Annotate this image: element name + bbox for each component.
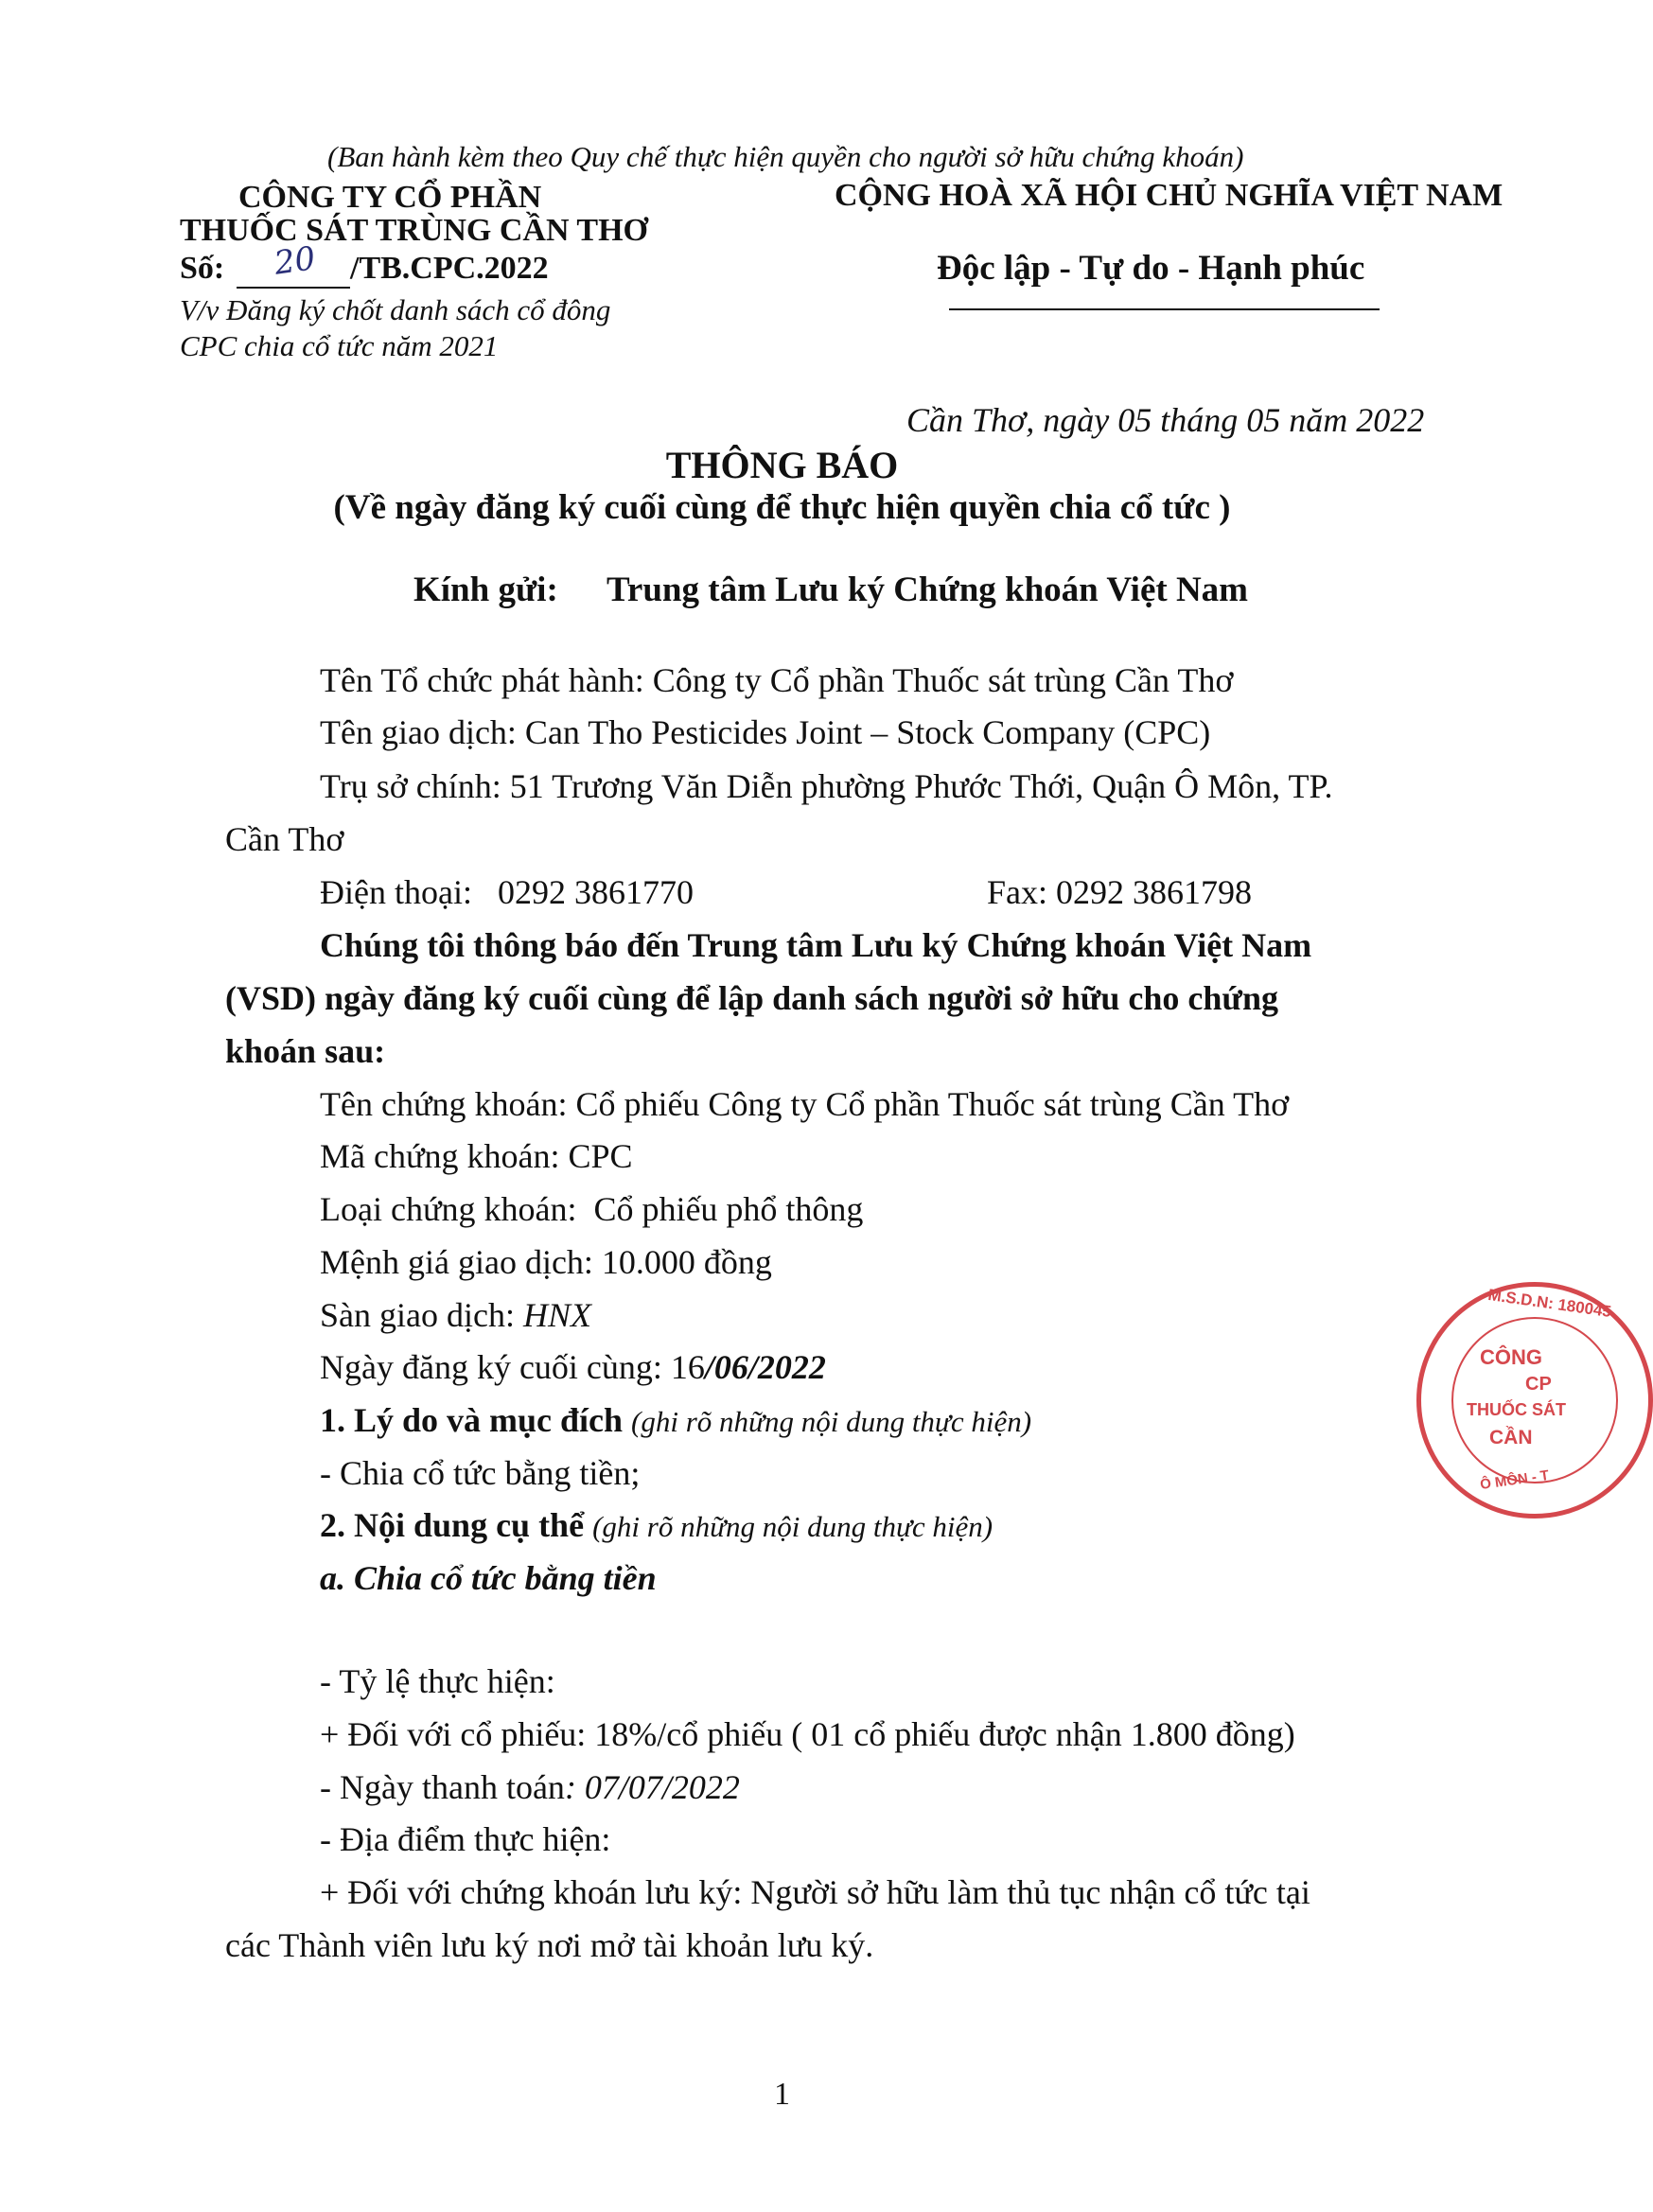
security-name: Tên chứng khoán: Cổ phiếu Công ty Cổ phần Thuốc sát trùng Cần Thơ xyxy=(320,1085,1290,1123)
notice-title: THÔNG BÁO xyxy=(665,444,899,486)
location-line1: + Đối với chứng khoán lưu ký: Người sở hữu làm thủ tục nhận cổ tức tại xyxy=(320,1873,1310,1911)
issuer-fax: Fax: 0292 3861798 xyxy=(987,873,1253,911)
exchange-value: HNX xyxy=(522,1296,591,1334)
security-exchange xyxy=(320,1295,591,1335)
issuer-name: Tên Tổ chức phát hành: Công ty Cổ phần Thuốc sát trùng Cần Thơ xyxy=(320,661,1234,699)
subject-line2: CPC chia cổ tức năm 2021 xyxy=(180,329,499,362)
record-date-value: /06/2022 xyxy=(704,1348,826,1386)
security-code: Mã chứng khoán: CPC xyxy=(320,1137,633,1175)
handwritten-number: 20 xyxy=(272,239,318,283)
section1-heading: 1. Lý do và mục đích xyxy=(320,1401,632,1439)
issuer-address-line1: Trụ sở chính: 51 Trương Văn Diễn phường Phước Thới, Quận Ô Môn, TP. xyxy=(320,767,1333,805)
section2-heading: 2. Nội dung cụ thể xyxy=(320,1506,593,1544)
company-name-line2: THUỐC SÁT TRÙNG CẦN THƠ xyxy=(180,213,648,248)
company-seal xyxy=(1416,1282,1653,1519)
date-place: Cần Thơ, ngày 05 tháng 05 năm 2022 xyxy=(906,401,1425,439)
document-number-prefix: Số: xyxy=(180,251,225,286)
section2-note: (ghi rõ những nội dung thực hiện) xyxy=(592,1510,994,1543)
recipient-label: Kính gửi: xyxy=(413,571,558,609)
section1-heading-line xyxy=(320,1400,1031,1440)
notice-line1: Chúng tôi thông báo đến Trung tâm Lưu ký Chứng khoán Việt Nam xyxy=(320,926,1312,964)
seal-clip xyxy=(1400,1268,1613,1533)
issuer-address-line2: Cần Thơ xyxy=(225,820,344,858)
seal-ring-text: M.S.D.N: 180045 xyxy=(1486,1285,1613,1322)
recipient-name: Trung tâm Lưu ký Chứng khoán Việt Nam xyxy=(607,571,1248,609)
page-number: 1 xyxy=(774,2077,790,2112)
notice-subtitle: (Về ngày đăng ký cuối cùng để thực hiện quyền chia cổ tức ) xyxy=(333,488,1231,527)
notice-line3: khoán sau: xyxy=(225,1032,386,1070)
number-underline xyxy=(237,287,350,289)
issuer-phone: Điện thoại: 0292 3861770 xyxy=(320,873,694,911)
seal-text-4: CẦN xyxy=(1489,1427,1533,1448)
section2-heading-line xyxy=(320,1505,993,1545)
payment-date xyxy=(320,1767,740,1807)
motto-underline xyxy=(949,308,1380,310)
location-label: - Địa điểm thực hiện: xyxy=(320,1820,611,1858)
section2-sub-heading: a. Chia cổ tức bằng tiền xyxy=(320,1559,657,1597)
rate-value: + Đối với cổ phiếu: 18%/cổ phiếu ( 01 cổ phiếu được nhận 1.800 đồng) xyxy=(320,1715,1295,1753)
exchange-label: Sàn giao dịch: xyxy=(320,1296,523,1334)
payment-date-label: - Ngày thanh toán xyxy=(320,1768,565,1806)
subject-line1: V/v Đăng ký chốt danh sách cổ đông xyxy=(180,293,611,326)
document-number-suffix: /TB.CPC.2022 xyxy=(350,251,549,286)
nation-name: CỘNG HOÀ XÃ HỘI CHỦ NGHĨA VIỆT NAM xyxy=(835,178,1504,213)
seal-text-2: CP xyxy=(1525,1374,1552,1395)
rate-label: - Tỷ lệ thực hiện: xyxy=(320,1662,555,1700)
record-date-label: Ngày đăng ký cuối cùng: 16 xyxy=(320,1348,705,1386)
record-date xyxy=(320,1347,826,1387)
seal-text-1: CÔNG xyxy=(1480,1345,1542,1369)
company-name-line1: CÔNG TY CỔ PHẦN xyxy=(238,180,542,215)
location-line2: các Thành viên lưu ký nơi mở tài khoản lưu ký. xyxy=(225,1926,874,1964)
seal-text-3: THUỐC SÁT xyxy=(1467,1400,1566,1419)
section1-item: - Chia cổ tức bằng tiền; xyxy=(320,1454,641,1492)
security-type: Loại chứng khoán: Cổ phiếu phổ thông xyxy=(320,1190,864,1228)
document-number xyxy=(180,251,224,287)
issued-with-note: (Ban hành kèm theo Quy chế thực hiện quyền cho người sở hữu chứng khoán) xyxy=(327,140,1244,173)
notice-line2: (VSD) ngày đăng ký cuối cùng để lập danh sách người sở hữu cho chứng xyxy=(225,979,1278,1017)
section1-note: (ghi rõ những nội dung thực hiện) xyxy=(631,1405,1032,1438)
seal-bottom-text: Ô MÔN - T xyxy=(1479,1466,1551,1494)
payment-date-value: : 07/07/2022 xyxy=(564,1768,740,1806)
issuer-trade-name: Tên giao dịch: Can Tho Pesticides Joint – Stock Company (CPC) xyxy=(320,713,1211,751)
national-motto: Độc lập - Tự do - Hạnh phúc xyxy=(937,249,1365,288)
security-par-value: Mệnh giá giao dịch: 10.000 đồng xyxy=(320,1243,772,1281)
